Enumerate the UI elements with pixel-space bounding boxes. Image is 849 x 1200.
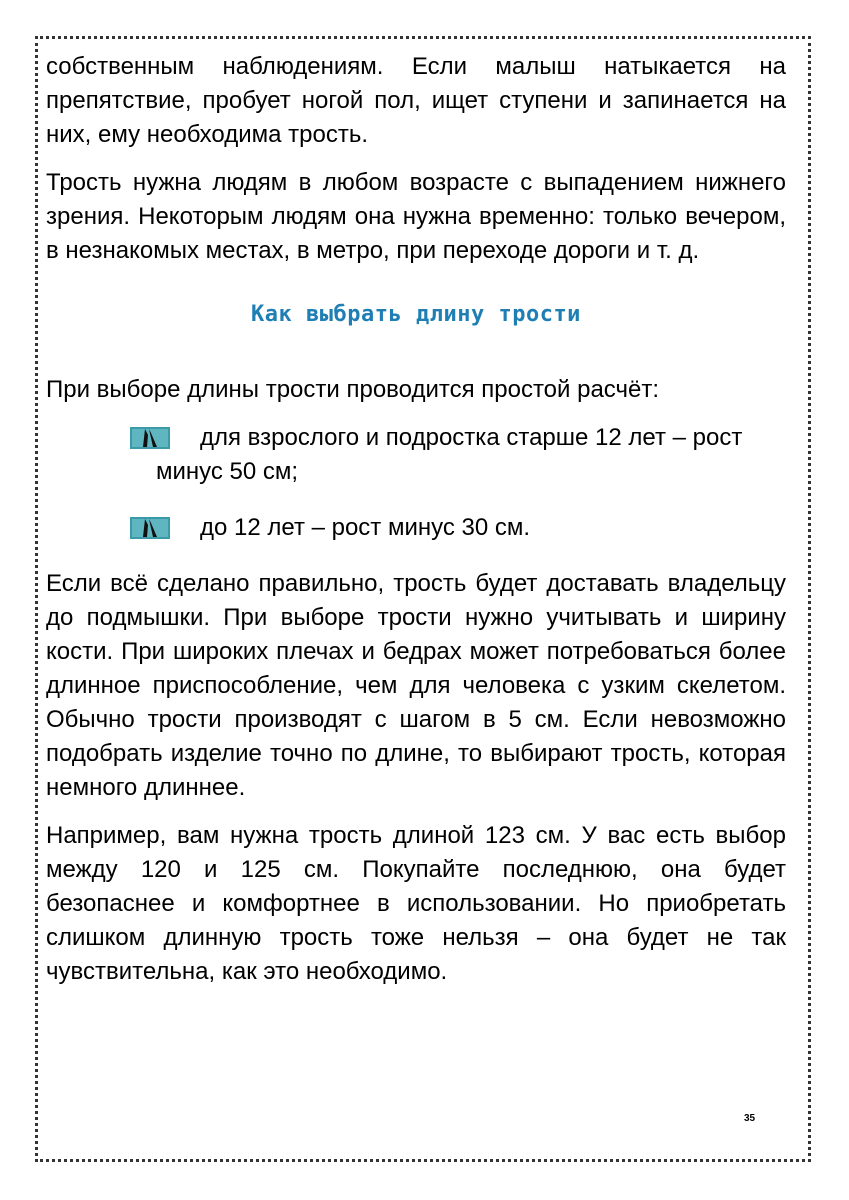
walking-legs-icon <box>130 517 170 539</box>
paragraph-1: собственным наблюдениям. Если малыш натыкается на препятствие, пробует ногой пол, ищет ступени и запинается на них, ему необходима трость. <box>46 53 786 148</box>
intro-text: При выборе длины трости проводится простой расчёт: <box>46 376 660 403</box>
paragraph-4: Например, вам нужна трость длиной 123 см. У вас есть выбор между 120 и 125 см. Покупайте последнюю, она будет безопаснее и комфортнее в использовании. Но приобретать слишком длинную трость тоже нельзя – она будет не так чувствительна, как это необходимо. <box>46 822 786 985</box>
bullet-text-continued: минус 50 см; <box>156 458 299 485</box>
walking-legs-icon <box>130 427 170 449</box>
page-number: 35 <box>744 1113 756 1124</box>
bullet-text: до 12 лет – рост минус 30 см. <box>200 514 531 541</box>
bullet-list <box>46 421 786 545</box>
section-heading: Как выбрать длину трости <box>251 302 581 327</box>
page-content <box>46 50 786 1003</box>
paragraph-3: Если всё сделано правильно, трость будет доставать владельцу до подмышки. При выборе трости нужно учитывать и ширину кости. При широких плечах и бедрах может потребоваться более длинное приспособление, чем для человека с узким скелетом. Обычно трости производят с шагом в 5 см. Если невозможно подобрать изделие точно по длине, то выбирают трость, которая немного длиннее. <box>46 570 786 801</box>
list-item <box>46 421 786 489</box>
paragraph-2: Трость нужна людям в любом возрасте с выпадением нижнего зрения. Некоторым людям она нужна временно: только вечером, в незнакомых местах, в метро, при переходе дороги и т. д. <box>46 169 786 264</box>
list-item <box>46 511 786 545</box>
bullet-text: для взрослого и подростка старше 12 лет – рост <box>200 424 743 451</box>
